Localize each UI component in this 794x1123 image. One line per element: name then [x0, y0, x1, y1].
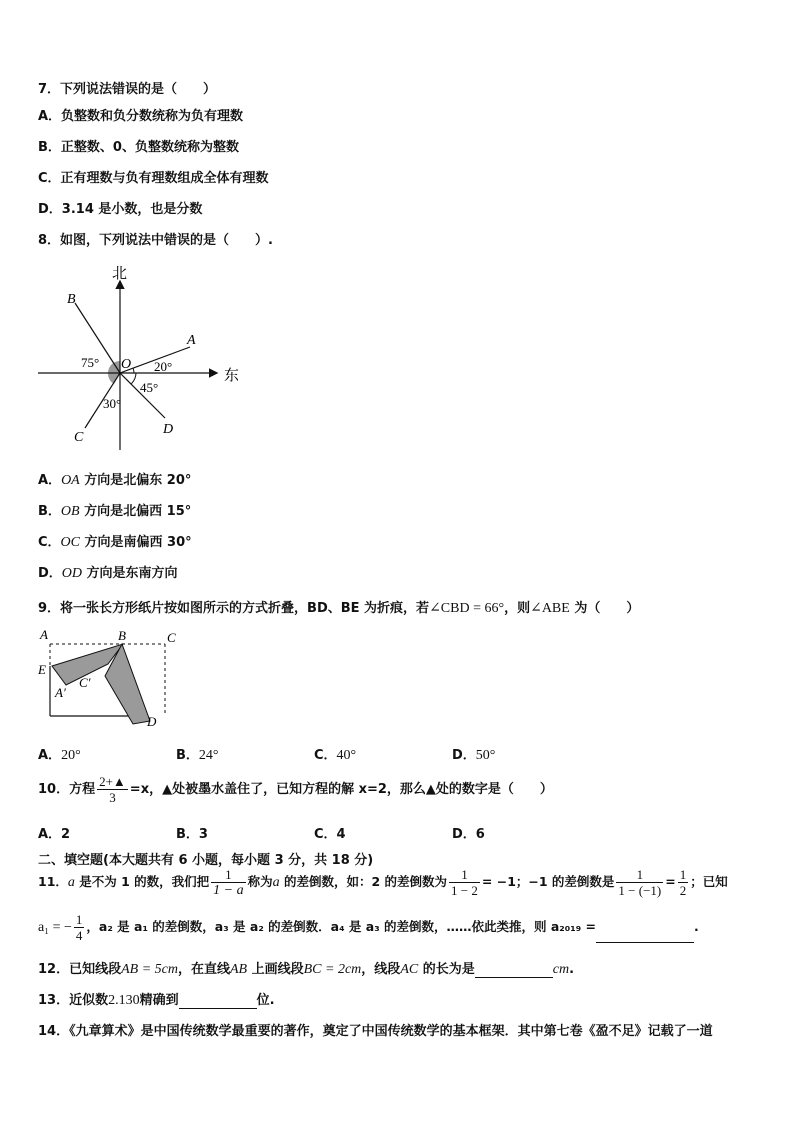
q10-option-b: B．3	[176, 827, 208, 842]
label-c: C	[74, 430, 84, 445]
label-a: A	[187, 333, 196, 348]
angle-arc	[131, 373, 136, 384]
q10-option-a: A．2	[38, 827, 71, 842]
label-east: 东	[224, 368, 240, 384]
q10-fraction: $\frac{2+▲}{3}$	[99, 774, 126, 805]
label-20deg: 20°	[154, 359, 173, 374]
q8-stem: 8．如图，下列说法中错误的是（ ）.	[38, 233, 273, 248]
label-a: A	[40, 627, 48, 642]
q11-line2: a₁ = − $\frac{1}{4}$ ，a₂ 是 a₁ 的差倒数，a₃ 是 a₂ 的差倒数．a₄ 是 a₃ 的差倒数，……依此类推，则 a₂₀₁₉ = .	[38, 912, 699, 943]
label-c-prime: C′	[79, 675, 91, 690]
q7-stem: 7．下列说法错误的是（ ）	[38, 82, 217, 97]
q8-compass-figure	[30, 258, 260, 458]
q9-option-d: D．50°	[452, 748, 496, 763]
q10-option-d: D．6	[452, 827, 485, 842]
q9-option-b: B．24°	[176, 748, 219, 763]
q14-stem: 14．《九章算术》是中国传统数学最重要的著作，奠定了中国传统数学的基本框架．其中第七卷《盈不足》记载了一道	[38, 1024, 713, 1039]
q7-option-b: B．正整数、0、负整数统称为整数	[38, 140, 239, 155]
q9-option-c: C．40°	[314, 748, 357, 763]
label-b: B	[118, 628, 126, 643]
answer-blank[interactable]	[179, 996, 257, 1009]
label-c: C	[167, 630, 176, 645]
label-d: D	[147, 714, 157, 729]
label-a-prime: A′	[55, 685, 66, 700]
label-o: O	[121, 357, 132, 372]
label-e: E	[38, 662, 46, 677]
label-d: D	[163, 422, 174, 437]
q10-option-c: C．4	[314, 827, 346, 842]
label-30deg: 30°	[103, 396, 122, 411]
q13-stem: 13．近似数2.130精确到 位.	[38, 993, 275, 1008]
label-45deg: 45°	[140, 380, 159, 395]
q9-option-a: A．20°	[38, 748, 81, 763]
q7-option-d: D．3.14 是小数，也是分数	[38, 202, 203, 217]
label-75deg: 75°	[81, 355, 100, 370]
q8-option-c: C．OC 方向是南偏西 30°	[38, 535, 192, 550]
angle-arc	[133, 368, 134, 373]
q7-option-c: C．正有理数与负有理数组成全体有理数	[38, 171, 269, 186]
q11-line1: 11．a 是不为 1 的数，我们把 $\frac{1}{1 - a}$ 称为a 的差倒数，如：2 的差倒数为 $\frac{1}{1 - 2}$ = −1；−1 的差倒数是 $\frac{1}{1 - (-1)}$ = $\frac{1}{2}$ ；已知	[38, 867, 728, 898]
q8-option-d: D．OD 方向是东南方向	[38, 566, 178, 581]
q9-folding-figure	[34, 626, 184, 734]
answer-blank[interactable]	[596, 930, 694, 943]
q9-stem: 9．将一张长方形纸片按如图所示的方式折叠，BD、BE 为折痕，若∠CBD = 66°，则∠ABE 为（ ）	[38, 601, 640, 616]
q8-option-a: A．OA 方向是北偏东 20°	[38, 473, 192, 488]
q7-option-a: A．负整数和负分数统称为负有理数	[38, 109, 244, 124]
section-heading-fill-blank: 二、填空题(本大题共有 6 小题，每小题 3 分，共 18 分)	[38, 853, 374, 868]
q10-stem: 10．方程 $\frac{2+▲}{3}$ =x，▲处被墨水盖住了，已知方程的解 x=2，那么▲处的数字是（ ）	[38, 774, 553, 805]
q12-stem: 12．已知线段AB = 5cm，在直线AB 上画线段BC = 2cm，线段AC 的长为是 cm.	[38, 962, 575, 977]
label-north: 北	[112, 266, 128, 282]
label-b: B	[67, 292, 76, 307]
q8-option-b: B．OB 方向是北偏西 15°	[38, 504, 192, 519]
answer-blank[interactable]	[475, 965, 553, 978]
